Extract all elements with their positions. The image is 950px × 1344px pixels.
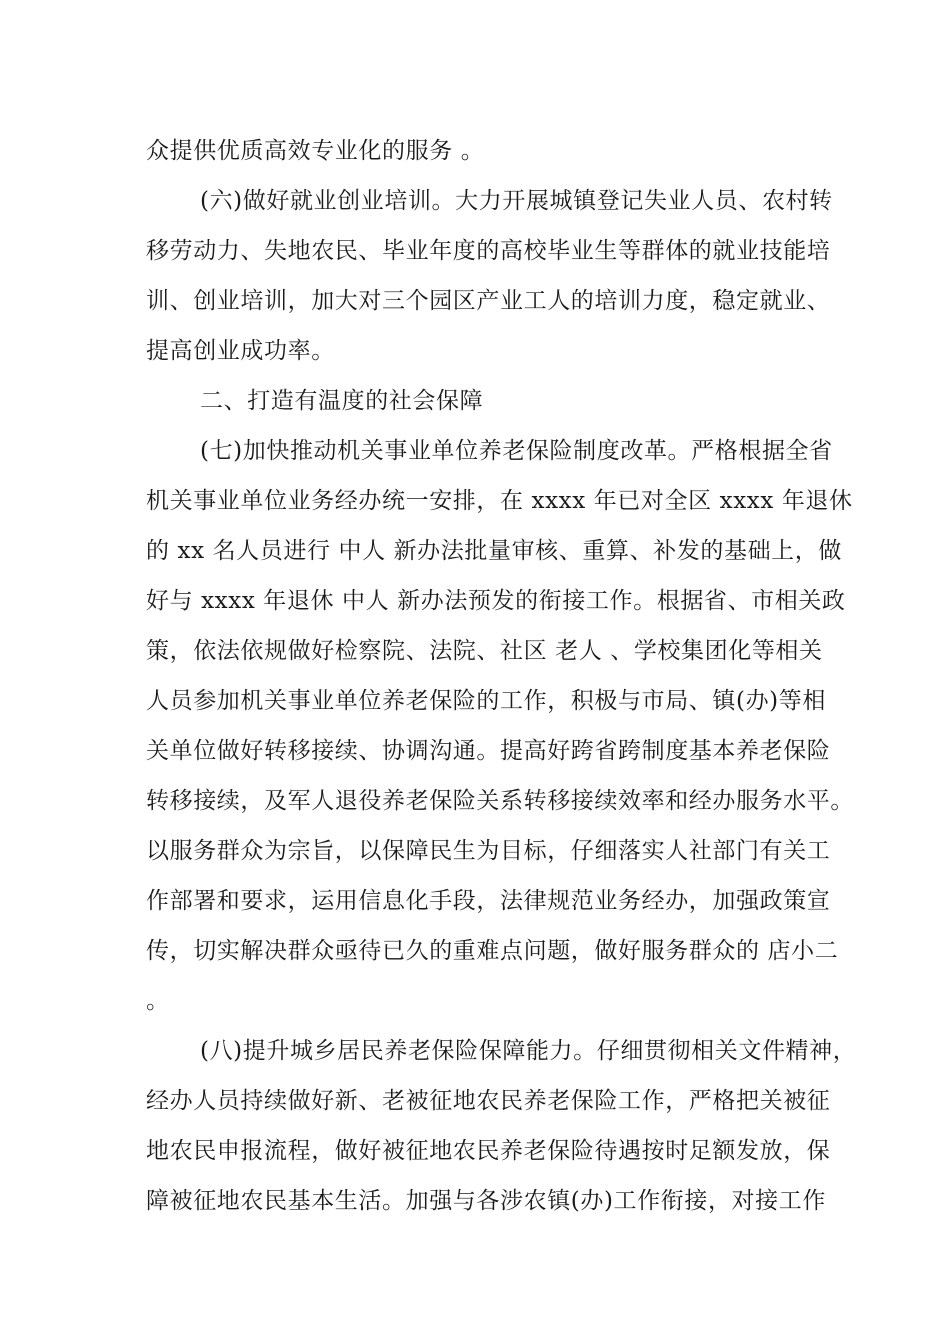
text-line: 关单位做好转移接续、协调沟通。提高好跨省跨制度基本养老保险: [146, 738, 831, 764]
text-line: 提高创业成功率。: [146, 338, 335, 364]
text-line: 众提供优质高效专业化的服务 。: [146, 138, 485, 164]
text-line: 策，依法依规做好检察院、法院、社区 老人 、学校集团化等相关: [146, 638, 823, 664]
text-line: 经办人员持续做好新、老被征地农民养老保险工作，严格把关被征: [146, 1088, 831, 1114]
text-line: 的 xx 名人员进行 中人 新办法批量审核、重算、补发的基础上，做: [146, 538, 842, 564]
text-line: 训、创业培训，加大对三个园区产业工人的培训力度，稳定就业、: [146, 288, 831, 314]
paragraph-7-heading-line: (七)加快推动机关事业单位养老保险制度改革。严格根据全省: [200, 438, 833, 464]
text-line: 移劳动力、失地农民、毕业年度的高校毕业生等群体的就业技能培: [146, 238, 831, 264]
text-line: 以服务群众为宗旨，以保障民生为目标，仔细落实人社部门有关工: [146, 838, 831, 864]
text-line: 转移接续，及军人退役养老保险关系转移接续效率和经办服务水平。: [146, 788, 854, 814]
text-line: 好与 xxxx 年退休 中人 新办法预发的衔接工作。根据省、市相关政: [146, 588, 846, 614]
text-line: 地农民申报流程，做好被征地农民养老保险待遇按时足额发放，保: [146, 1138, 831, 1164]
paragraph-6-heading-line: (六)做好就业创业培训。大力开展城镇登记失业人员、农村转: [200, 188, 833, 214]
text-line: 。: [146, 988, 170, 1014]
section-heading: 二、打造有温度的社会保障: [200, 388, 484, 414]
paragraph-8-heading-line: (八)提升城乡居民养老保险保障能力。仔细贯彻相关文件精神，: [200, 1038, 857, 1064]
text-line: 传，切实解决群众亟待已久的重难点问题，做好服务群众的 店小二: [146, 938, 839, 964]
text-line: 作部署和要求，运用信息化手段，法律规范业务经办，加强政策宣: [146, 888, 831, 914]
text-line: 人员参加机关事业单位养老保险的工作，积极与市局、镇(办)等相: [146, 688, 826, 714]
text-line: 障被征地农民基本生活。加强与各涉农镇(办)工作衔接，对接工作: [146, 1188, 826, 1214]
text-line: 机关事业单位业务经办统一安排，在 xxxx 年已对全区 xxxx 年退休: [146, 488, 853, 514]
